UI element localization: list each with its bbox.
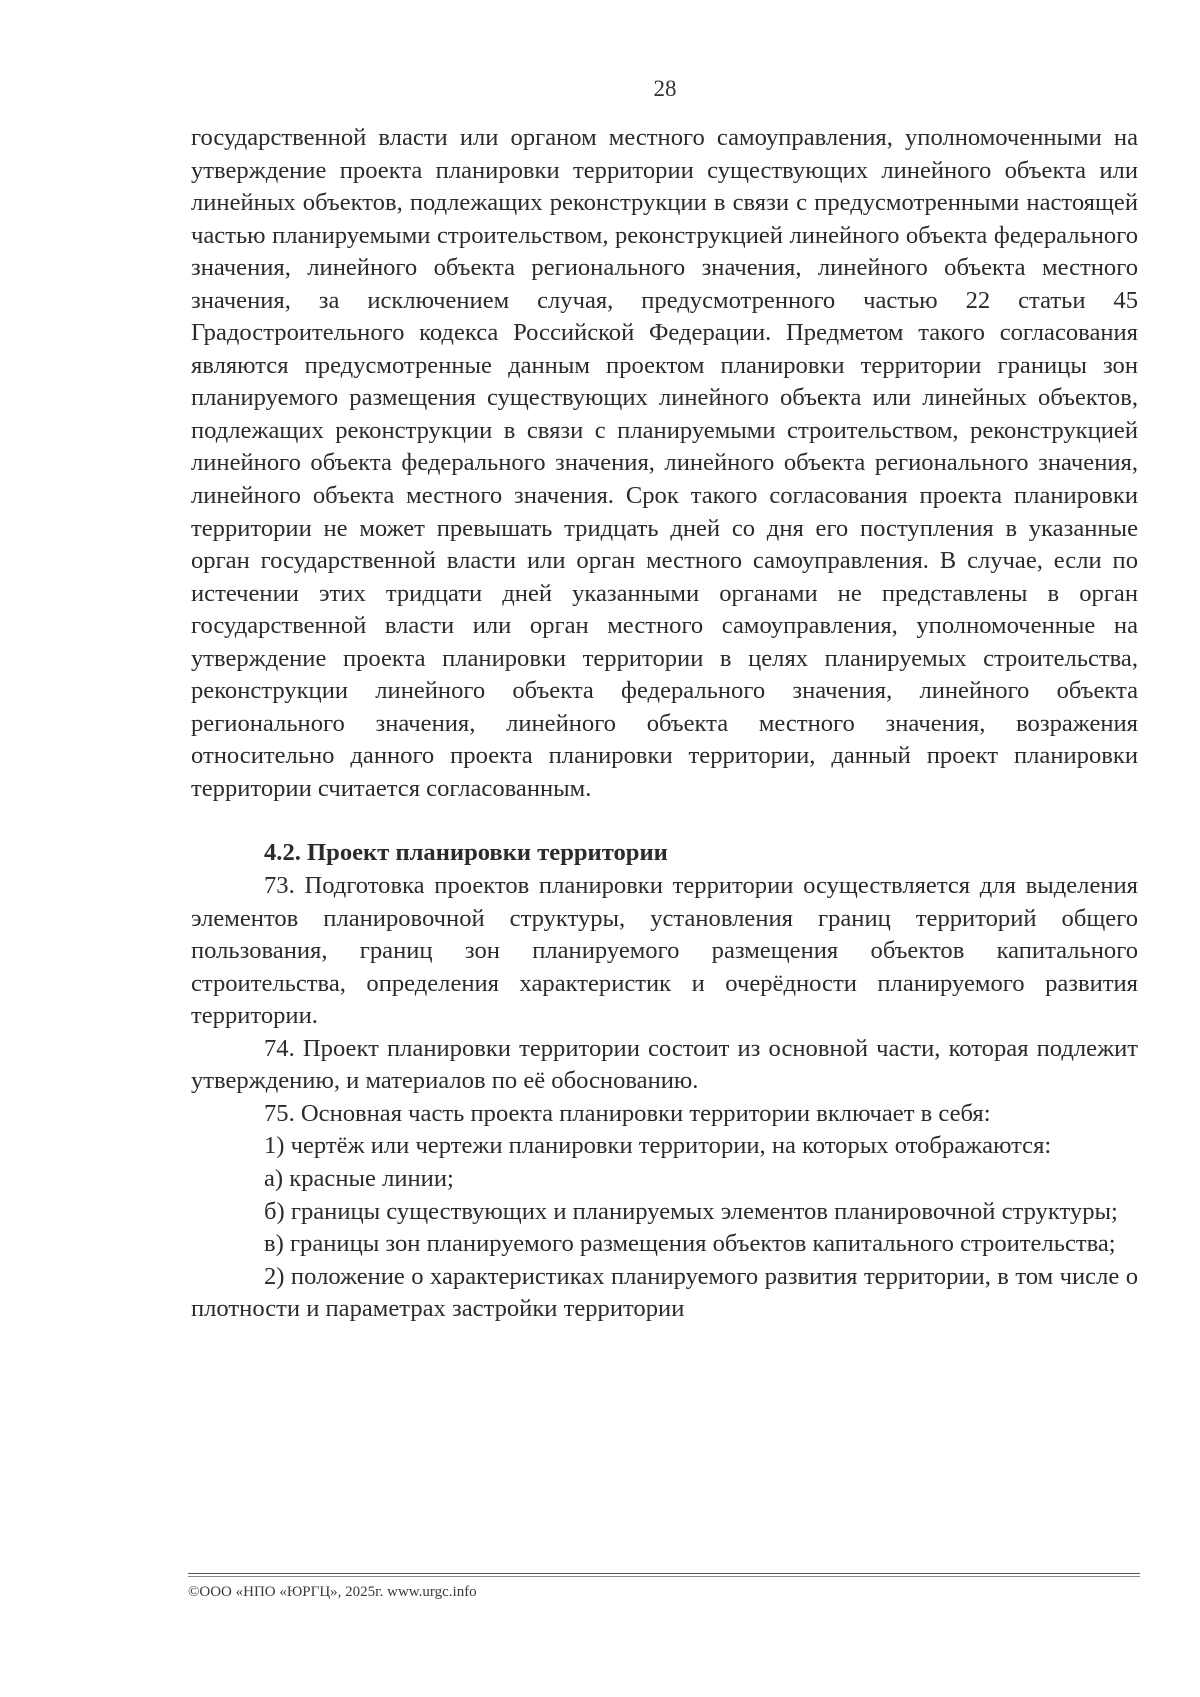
document-body xyxy=(191,122,1138,1326)
section-heading: 4.2. Проект планировки территории xyxy=(264,839,668,867)
paragraph-73: 73. Подготовка проектов планировки территории осуществляется для выделения элементов планировочной структуры, установления границ территорий общего пользования, границ зон планируемого размещения объектов капитального строительства, определения характеристик и очерёдности планируемого развития территории. xyxy=(191,872,1138,1030)
paragraph-75: 75. Основная часть проекта планировки территории включает в себя: xyxy=(264,1099,991,1127)
footer-divider xyxy=(188,1573,1140,1577)
list-item-a: а) красные линии; xyxy=(264,1164,454,1192)
page-number: 28 xyxy=(653,76,677,101)
list-item-b: б) границы существующих и планируемых элементов планировочной структуры; xyxy=(264,1197,1118,1225)
continuation-paragraph: государственной власти или органом местного самоуправления, уполномоченными на утверждение проекта планировки территории существующих линейного объекта или линейных объектов, подлежащих реконструкции в связи с предусмотренными настоящей частью планируемыми строительством, реконструкцией линейного объекта федерального значения, линейного объекта регионального значения, линейного объекта местного значения, за исключением случая, предусмотренного частью 22 статьи 45 Градостроительного кодекса Российской Федерации. Предметом такого согласования являются предусмотренные данным проектом планировки территории границы зон планируемого размещения существующих линейного объекта или линейных объектов, подлежащих реконструкции в связи с планируемыми строительством, реконструкцией линейного объекта федерального значения, линейного объекта регионального значения, линейного объекта местного значения. Срок такого согласования проекта планировки территории не может превышать тридцать дней со дня его поступления в указанные орган государственной власти или орган местного самоуправления. В случае, если по истечении этих тридцати дней указанными органами не представлены в орган государственной власти или орган местного самоуправления, уполномоченные на утверждение проекта планировки территории в целях планируемых строительства, реконструкции линейного объекта федерального значения, линейного объекта регионального значения, линейного объекта местного значения, возражения относительно данного проекта планировки территории, данный проект планировки территории считается согласованным. xyxy=(191,124,1138,802)
list-item-2: 2) положение о характеристиках планируемого развития территории, в том числе о плотности и параметрах застройки территории xyxy=(191,1262,1138,1323)
list-item-1: 1) чертёж или чертежи планировки территории, на которых отображаются: xyxy=(264,1132,1052,1160)
list-item-v: в) границы зон планируемого размещения объектов капитального строительства; xyxy=(264,1230,1116,1258)
footer-copyright: ©ООО «НПО «ЮРГЦ», 2025г. www.urgc.info xyxy=(188,1584,477,1600)
paragraph-74: 74. Проект планировки территории состоит из основной части, которая подлежит утверждению, и материалов по её обоснованию. xyxy=(191,1034,1138,1095)
